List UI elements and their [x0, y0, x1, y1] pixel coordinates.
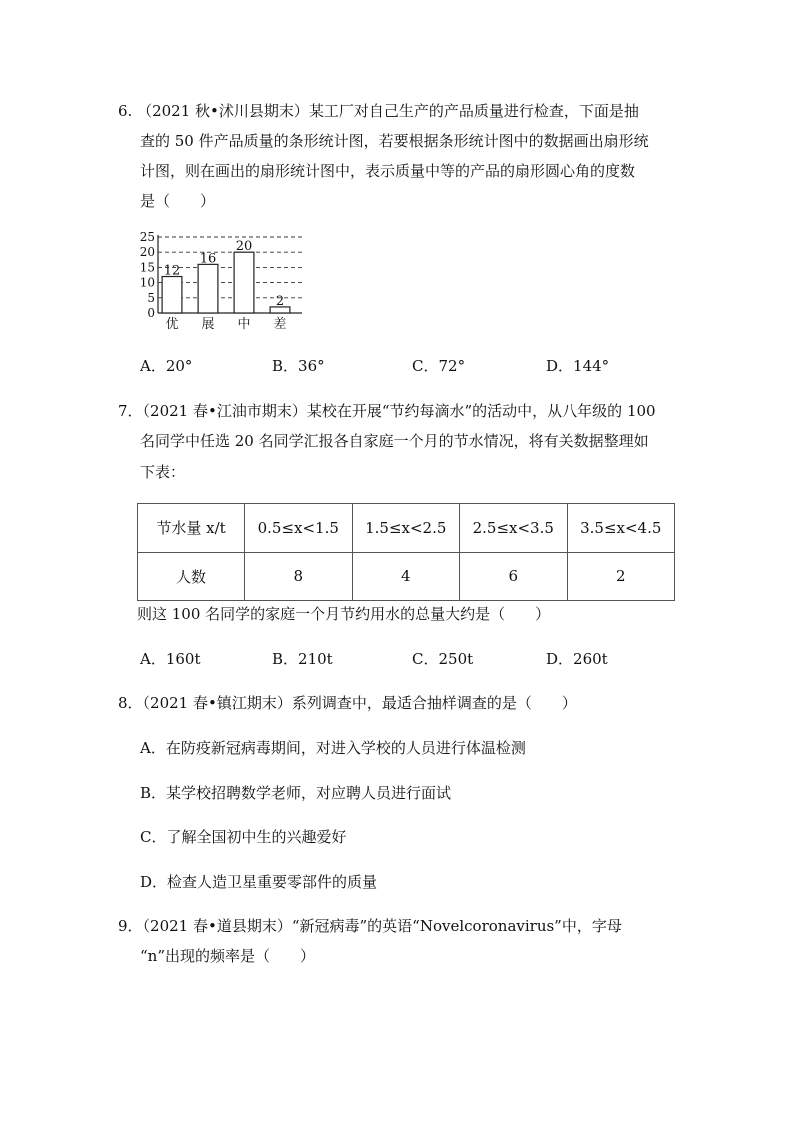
- q6-line-2: 查的 50 件产品质量的条形统计图，若要根据条形统计图中的数据画出扇形统: [140, 132, 649, 150]
- bar-value-label: 2: [275, 293, 285, 309]
- q8-line-1: 8．（2021 春•镇江期末）系列调查中，最适合抽样调查的是（ ）: [118, 694, 577, 712]
- range-cell: 0.5≤x<1.5: [245, 504, 353, 553]
- q7-option-a: A．160t: [140, 650, 201, 668]
- x-category-label: 优: [165, 317, 179, 332]
- table-row: [138, 504, 675, 553]
- bar: [162, 277, 182, 313]
- x-category-label: 差: [273, 317, 287, 332]
- q7-after-table: 则这 100 名同学的家庭一个月节约用水的总量大约是（ ）: [137, 605, 551, 623]
- count-cell: 2: [567, 552, 675, 601]
- q6-option-d: D．144°: [546, 357, 610, 375]
- bar: [234, 252, 254, 313]
- q6-option-b: B．36°: [272, 357, 325, 375]
- q8-option-d: D．检查人造卫星重要零部件的质量: [140, 873, 378, 891]
- header-label-cell: 节水量 x/t: [138, 504, 245, 553]
- q6-option-a: A．20°: [140, 357, 193, 375]
- y-tick-label: 15: [139, 260, 155, 275]
- row-label-cell: 人数: [138, 552, 245, 601]
- count-cell: 6: [460, 552, 568, 601]
- q9-line-2: “n”出现的频率是（ ）: [140, 947, 315, 965]
- q8-option-a: A．在防疫新冠病毒期间，对进入学校的人员进行体温检测: [140, 739, 526, 757]
- bar-value-label: 16: [199, 251, 217, 267]
- q6-option-c: C．72°: [412, 357, 466, 375]
- q6-line-3: 计图，则在画出的扇形统计图中，表示质量中等的产品的扇形圆心角的度数: [140, 162, 636, 180]
- y-tick-label: 20: [139, 245, 155, 260]
- q6-line-1: 6. （2021 秋•沭川县期末）某工厂对自己生产的产品质量进行检查，下面是抽: [118, 102, 639, 120]
- range-cell: 3.5≤x<4.5: [567, 504, 675, 553]
- range-cell: 1.5≤x<2.5: [352, 504, 460, 553]
- bar-value-label: 20: [235, 239, 253, 255]
- count-cell: 4: [352, 552, 460, 601]
- bar: [198, 264, 218, 313]
- y-tick-label: 0: [147, 306, 155, 320]
- q6-line-4: 是（ ）: [140, 192, 216, 210]
- table-row: [138, 552, 675, 601]
- q7-line-1: 7．（2021 春•江油市期末）某校在开展“节约每滴水”的活动中，从八年级的 100: [118, 402, 656, 420]
- q7-line-2: 名同学中任选 20 名同学汇报各自家庭一个月的节水情况，将有关数据整理如: [140, 432, 649, 450]
- water-saving-table: [137, 503, 675, 601]
- q7-option-c: C．250t: [412, 650, 474, 668]
- y-tick-label: 10: [139, 275, 155, 290]
- x-category-label: 中: [237, 317, 251, 332]
- q7-option-b: B．210t: [272, 650, 333, 668]
- q7-line-3: 下表：: [140, 463, 186, 481]
- y-tick-label: 5: [147, 290, 155, 305]
- q8-option-c: C．了解全国初中生的兴趣爱好: [140, 828, 347, 846]
- bar-chart: [130, 225, 310, 333]
- q7-option-d: D．260t: [546, 650, 608, 668]
- count-cell: 8: [245, 552, 353, 601]
- x-category-label: 展: [201, 317, 215, 332]
- range-cell: 2.5≤x<3.5: [460, 504, 568, 553]
- q8-option-b: B．某学校招聘数学老师，对应聘人员进行面试: [140, 784, 452, 802]
- q9-line-1: 9．（2021 春•道县期末）“新冠病毒”的英语“Novelcoronavirus”中，字母: [118, 917, 622, 935]
- y-tick-label: 25: [139, 230, 155, 244]
- bar-value-label: 12: [163, 263, 181, 279]
